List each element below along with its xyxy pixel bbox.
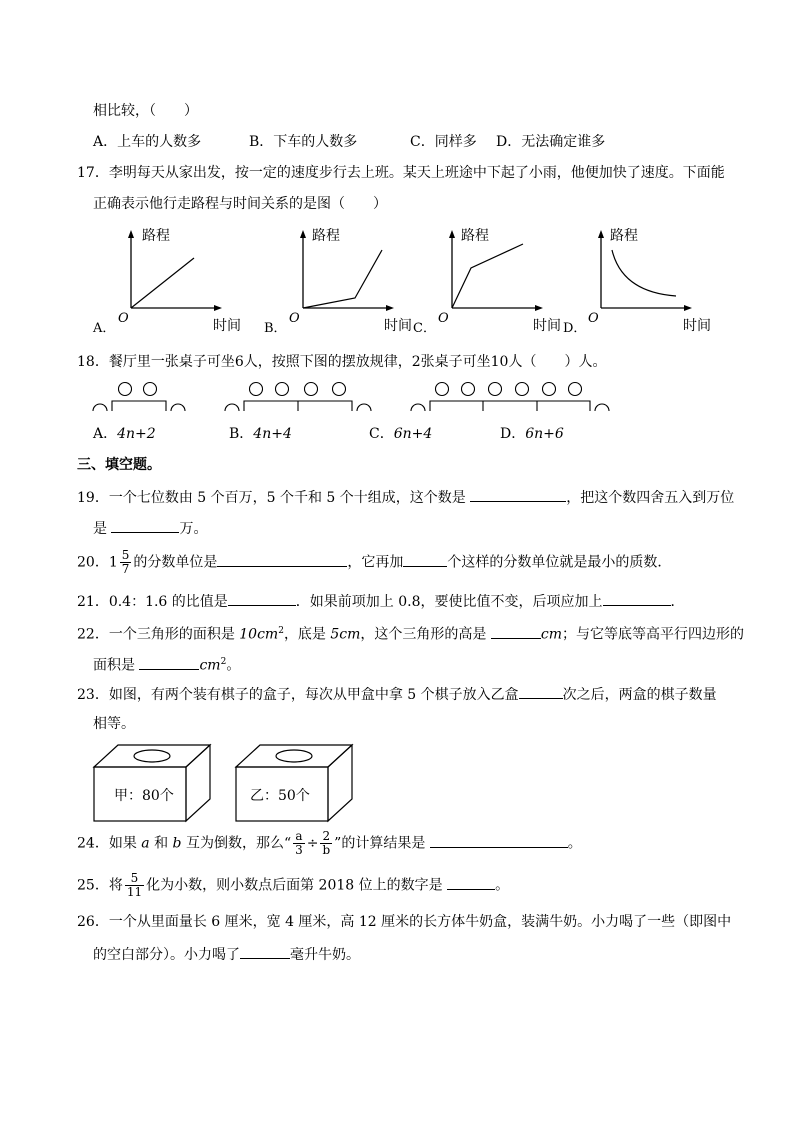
q19-line2: 是 万。 (93, 518, 207, 538)
graph-b-ylabel: 路程 (312, 228, 340, 244)
q26-blank[interactable] (240, 944, 290, 959)
q20-blank-2[interactable] (403, 552, 447, 567)
q16-continuation: 相比较，（ ） (93, 103, 198, 119)
q22-blank-1[interactable] (491, 624, 541, 639)
q23-blank[interactable] (519, 684, 563, 699)
q26-line1: 26．一个从里面量长 6 厘米，宽 4 厘米，高 12 厘米的长方体牛奶盒，装满牛奶。小力喝了一些（即图中 (77, 914, 732, 930)
graph-b-xlabel: 时间 (384, 318, 412, 334)
q23-line1: 23．如图，有两个装有棋子的盒子，每次从甲盒中拿 5 个棋子放入乙盒 次之后，两盒的棋子数量 (77, 684, 717, 704)
q17-graph-d (560, 222, 720, 337)
section-title: 三、填空题。 (77, 457, 161, 473)
q24-fraction-2: $\frac{2}{b}$ (322, 829, 331, 857)
q20-line: 20．1 $\frac{5}{7}$ 的分数单位是 ，它再加 个这样的分数单位就是最小的质数． (77, 548, 672, 576)
graph-c-ylabel: 路程 (461, 228, 489, 244)
q20-blank-1[interactable] (217, 552, 347, 567)
graph-d-xlabel: 时间 (683, 318, 711, 334)
graph-d-ylabel: 路程 (610, 228, 638, 244)
q18-question: 18．餐厅里一张桌子可坐6人，按照下图的摆放规律，2张桌子可坐10人（ ）人。 (77, 354, 607, 370)
q18-option-b[interactable]: B．4n+4 (229, 426, 292, 442)
q24-blank[interactable] (430, 833, 568, 848)
q23-box-yi (236, 743, 361, 823)
q21-line: 21．0.4：1.6 的比值是 ．如果前项加上 0.8，要使比值不变，后项应加上 ． (77, 591, 685, 611)
graph-a-origin: O (118, 311, 129, 326)
box-yi-label: 乙：50个 (250, 788, 310, 804)
q21-blank-1[interactable] (228, 591, 296, 606)
q18-option-a[interactable]: A．4n+2 (93, 426, 156, 442)
q20-fraction: $\frac{5}{7}$ (121, 548, 130, 576)
q25-blank[interactable] (447, 875, 495, 890)
q25-fraction: $\frac{5}{11}$ (126, 871, 143, 899)
q17-graph-c (411, 222, 571, 337)
graph-c-letter: C． (413, 321, 436, 336)
q26-line2: 的空白部分）。小力喝了 毫升牛奶。 (93, 944, 360, 964)
q23-line2: 相等。 (93, 716, 135, 732)
q19-blank-1[interactable] (470, 487, 566, 502)
graph-b-origin: O (289, 311, 300, 326)
q19-line1: 19．一个七位数由 5 个百万，5 个千和 5 个十组成，这个数是 ，把这个数四舍五入到万位 (77, 487, 734, 507)
graph-b-letter: B． (264, 321, 287, 336)
graph-d-origin: O (588, 311, 599, 326)
q22-line1: 22．一个三角形的面积是 $10cm^2$，底是 5cm，这个三角形的高是 cm；与它等底等高平行四边形的 (77, 622, 744, 644)
q18-option-d[interactable]: D．6n+6 (500, 426, 564, 442)
q19-blank-2[interactable] (111, 518, 179, 533)
q17-question-line1: 17．李明每天从家出发，按一定的速度步行去上班。某天上班途中下起了小雨，他便加快了速度。下面能 (77, 165, 725, 181)
q17-question-line2: 正确表示他行走路程与时间关系的是图（ ） (93, 196, 387, 212)
graph-a-xlabel: 时间 (213, 318, 241, 334)
q24-fraction-1: $\frac{a}{3}$ (295, 829, 303, 857)
q17-graph-b (262, 222, 422, 337)
q25-line: 25．将 $\frac{5}{11}$ 化为小数，则小数点后面第 2018 位上的数字是 。 (77, 871, 510, 899)
q22-blank-2[interactable] (139, 655, 199, 670)
graph-a-letter: A． (93, 321, 116, 336)
graph-c-xlabel: 时间 (533, 318, 561, 334)
box-jia-label: 甲：80个 (114, 788, 174, 804)
q23-box-jia (94, 743, 219, 823)
q22-line2: 面积是 $cm^2$。 (93, 653, 240, 675)
q16-option-c[interactable]: C．同样多 (410, 134, 477, 150)
q17-graph-a (90, 222, 250, 337)
graph-d-letter: D． (563, 321, 587, 336)
q21-blank-2[interactable] (603, 591, 671, 606)
q24-line: 24．如果 a 和 b 互为倒数，那么“ $\frac{a}{3}$ ÷ $\frac{2}{b}$ ”的计算结果是 。 (77, 829, 582, 857)
q16-option-a[interactable]: A．上车的人数多 (93, 134, 202, 150)
q16-option-d[interactable]: D．无法确定谁多 (496, 134, 606, 150)
q16-option-b[interactable]: B．下车的人数多 (249, 134, 358, 150)
graph-a-ylabel: 路程 (142, 228, 170, 244)
graph-c-origin: O (438, 311, 449, 326)
q18-option-c[interactable]: C．6n+4 (369, 426, 433, 442)
q18-table-figure (85, 378, 645, 418)
